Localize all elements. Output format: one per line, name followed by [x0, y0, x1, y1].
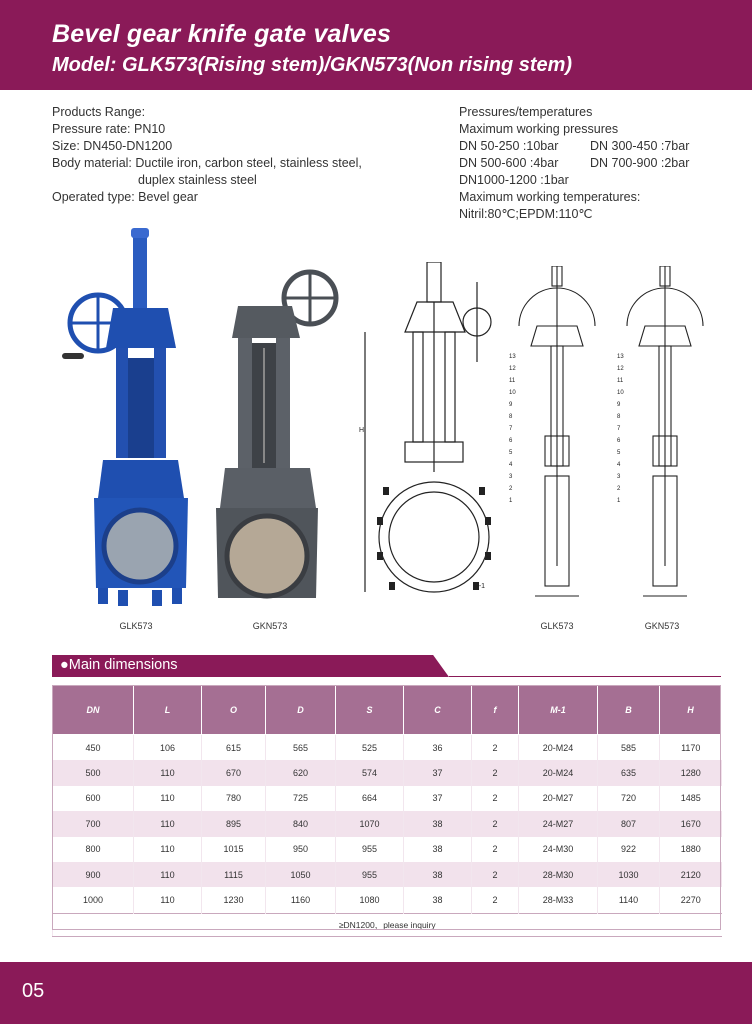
col-d: D — [266, 686, 336, 735]
cell: 28-M30 — [519, 862, 598, 887]
svg-text:3: 3 — [617, 474, 621, 480]
part-9: 9 — [509, 402, 513, 408]
table-row — [53, 760, 722, 785]
photo1-caption: GLK573 — [119, 621, 153, 631]
cell: 780 — [202, 786, 266, 811]
products-range-block — [52, 104, 362, 206]
cell: 585 — [598, 735, 660, 761]
svg-text:7: 7 — [617, 426, 621, 432]
cell: 664 — [336, 786, 404, 811]
pressures-block — [459, 104, 721, 223]
cell: 670 — [202, 760, 266, 785]
col-c: C — [404, 686, 472, 735]
cell: 106 — [134, 735, 202, 761]
col-dn: DN — [53, 686, 134, 735]
cell: 2 — [472, 811, 519, 836]
m1-label: M-1 — [473, 583, 486, 590]
cell: 36 — [404, 735, 472, 761]
cell: 110 — [134, 837, 202, 862]
cell: 1670 — [660, 811, 722, 836]
cell: 725 — [266, 786, 336, 811]
cell: 525 — [336, 735, 404, 761]
cell: 38 — [404, 837, 472, 862]
cell: 600 — [53, 786, 134, 811]
cell: 20-M27 — [519, 786, 598, 811]
part-3: 3 — [509, 474, 513, 480]
cell: 1485 — [660, 786, 722, 811]
svg-text:2: 2 — [617, 486, 621, 492]
pressures-title: Pressures/temperatures — [459, 105, 593, 119]
cell: 38 — [404, 887, 472, 913]
cell: 1140 — [598, 887, 660, 913]
cell: 2 — [472, 786, 519, 811]
part-7: 7 — [509, 426, 513, 432]
cell: 620 — [266, 760, 336, 785]
table-row — [53, 837, 722, 862]
dimensions-table — [52, 685, 722, 937]
cell: 1050 — [266, 862, 336, 887]
front-view-drawing — [355, 262, 505, 602]
col-o: O — [202, 686, 266, 735]
body-material-cont: duplex stainless steel — [138, 173, 257, 187]
col-m1: M-1 — [519, 686, 598, 735]
cell: 574 — [336, 760, 404, 785]
cell: 2 — [472, 760, 519, 785]
cell: 955 — [336, 837, 404, 862]
svg-text:4: 4 — [617, 462, 621, 468]
part-13: 13 — [509, 354, 516, 360]
table-row — [53, 735, 722, 761]
cell: 38 — [404, 862, 472, 887]
cell: 2 — [472, 735, 519, 761]
cell: 500 — [53, 760, 134, 785]
col-b: B — [598, 686, 660, 735]
cell: 110 — [134, 786, 202, 811]
cell: 950 — [266, 837, 336, 862]
part-5: 5 — [509, 450, 513, 456]
part-1: 1 — [509, 498, 513, 504]
body-material: Body material: Ductile iron, carbon steel, stainless steel, — [52, 156, 362, 170]
svg-text:13: 13 — [617, 354, 624, 360]
part-11: 11 — [509, 378, 516, 384]
size-range: Size: DN450-DN1200 — [52, 139, 173, 153]
cell: 1230 — [202, 887, 266, 913]
col-s: S — [336, 686, 404, 735]
part-8: 8 — [509, 414, 513, 420]
section-divider — [449, 676, 721, 677]
cell: 1170 — [660, 735, 722, 761]
pressure-dn300-450: DN 300-450 :7bar — [590, 139, 690, 153]
cell: 1115 — [202, 862, 266, 887]
cell: 450 — [53, 735, 134, 761]
svg-text:5: 5 — [617, 450, 621, 456]
part-10: 10 — [509, 390, 516, 396]
table-row — [53, 786, 722, 811]
drawing3-caption: GKN573 — [644, 621, 680, 631]
svg-text:12: 12 — [617, 366, 624, 372]
cell: 37 — [404, 786, 472, 811]
svg-text:11: 11 — [617, 378, 624, 384]
svg-text:9: 9 — [617, 402, 621, 408]
cell: 900 — [53, 862, 134, 887]
pressure-dn50-250: DN 50-250 :10bar — [459, 139, 559, 153]
temps-value: Nitril:80℃;EPDM:110℃ — [459, 207, 593, 221]
cell: 28-M33 — [519, 887, 598, 913]
footer-band — [0, 962, 752, 1024]
part-12: 12 — [509, 366, 516, 372]
page-number: 05 — [22, 980, 45, 1002]
cell: 700 — [53, 811, 134, 836]
table-header-row — [53, 686, 722, 735]
part-2: 2 — [509, 486, 513, 492]
cell: 37 — [404, 760, 472, 785]
cell: 720 — [598, 786, 660, 811]
cell: 24-M27 — [519, 811, 598, 836]
operated-type: Operated type: Bevel gear — [52, 190, 198, 204]
cell: 565 — [266, 735, 336, 761]
svg-text:10: 10 — [617, 390, 624, 396]
col-f: f — [472, 686, 519, 735]
cell: 2 — [472, 837, 519, 862]
max-pressures-label: Maximum working pressures — [459, 122, 619, 136]
cell: 2120 — [660, 862, 722, 887]
svg-text:6: 6 — [617, 438, 621, 444]
pressure-dn700-900: DN 700-900 :2bar — [590, 156, 690, 170]
cell: 800 — [53, 837, 134, 862]
table-row — [53, 811, 722, 836]
cell: 20-M24 — [519, 760, 598, 785]
drawing2-caption: GLK573 — [540, 621, 574, 631]
cell: 615 — [202, 735, 266, 761]
pressure-dn1000-1200: DN1000-1200 :1bar — [459, 173, 569, 187]
svg-text:1: 1 — [617, 498, 621, 504]
cell: 807 — [598, 811, 660, 836]
cell: 2270 — [660, 887, 722, 913]
cell: 1070 — [336, 811, 404, 836]
cell: 110 — [134, 862, 202, 887]
cell: 2 — [472, 887, 519, 913]
cell: 1030 — [598, 862, 660, 887]
section-title: ●Main dimensions — [60, 657, 178, 673]
pressure-dn500-600: DN 500-600 :4bar — [459, 156, 559, 170]
cell: 895 — [202, 811, 266, 836]
glk573-photo — [58, 228, 188, 613]
cell: 110 — [134, 887, 202, 913]
cell: 1080 — [336, 887, 404, 913]
cell: 38 — [404, 811, 472, 836]
table-row — [53, 862, 722, 887]
gkn573-photo — [210, 268, 340, 613]
cell: 1880 — [660, 837, 722, 862]
part-6: 6 — [509, 438, 513, 444]
cell: 1160 — [266, 887, 336, 913]
max-temps-label: Maximum working temperatures: — [459, 190, 641, 204]
table-note-row — [53, 913, 722, 936]
cell: 635 — [598, 760, 660, 785]
cell: 2 — [472, 862, 519, 887]
pressure-rate: Pressure rate: PN10 — [52, 122, 166, 136]
part-4: 4 — [509, 462, 513, 468]
pressure-row-1 — [459, 138, 721, 155]
cell: 840 — [266, 811, 336, 836]
cell: 24-M30 — [519, 837, 598, 862]
range-title: Products Range: — [52, 105, 146, 119]
model-subtitle: Model: GLK573(Rising stem)/GKN573(Non rising stem) — [52, 54, 573, 76]
col-l: L — [134, 686, 202, 735]
svg-text:8: 8 — [617, 414, 621, 420]
inquiry-note: ≥DN1200，please inquiry — [53, 913, 722, 936]
glk573-section-drawing — [505, 266, 605, 611]
table-row — [53, 887, 722, 913]
h-dimension-label: H — [359, 427, 365, 434]
col-h: H — [660, 686, 722, 735]
page-title: Bevel gear knife gate valves — [52, 20, 392, 48]
cell: 1015 — [202, 837, 266, 862]
cell: 1000 — [53, 887, 134, 913]
cell: 1280 — [660, 760, 722, 785]
cell: 955 — [336, 862, 404, 887]
cell: 110 — [134, 760, 202, 785]
photo2-caption: GKN573 — [252, 621, 288, 631]
cell: 110 — [134, 811, 202, 836]
cell: 20-M24 — [519, 735, 598, 761]
gkn573-section-drawing — [615, 266, 715, 611]
cell: 922 — [598, 837, 660, 862]
pressure-row-2 — [459, 155, 721, 172]
